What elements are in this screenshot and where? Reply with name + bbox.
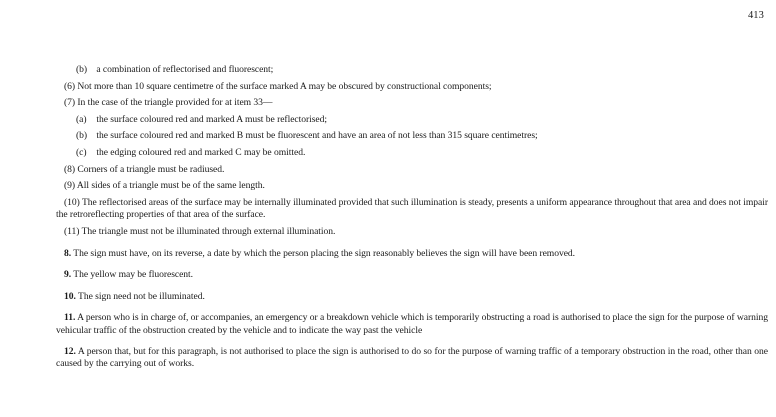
document-body	[56, 64, 768, 375]
section-number: 11.	[64, 312, 76, 324]
section-11-emergency-vehicle	[56, 312, 768, 337]
para-6-obscured-area: (6) Not more than 10 square centimetre of the surface marked A may be obscured by constructional components;	[64, 80, 492, 92]
para-10-illumination: (10) The reflectorised areas of the surface may be internally illuminated provided that such illumination is steady, presents a uniform appearance throughout that area and does not impair the retroreflecting properties of that area of the surface.	[56, 196, 768, 221]
section-10-not-illuminated	[56, 291, 768, 304]
para-9-sides: (9) All sides of a triangle must be of the same length.	[64, 180, 265, 192]
list-item-a-surface-reflectorised	[56, 114, 768, 127]
list-text: the surface coloured red and marked B must be fluorescent and have an area of not less than 315 square centimetres;	[96, 130, 538, 142]
para-7-triangle-intro: (7) In the case of the triangle provided for at item 33—	[64, 97, 273, 109]
section-number: 9.	[64, 269, 72, 281]
list-text: the surface coloured red and marked A must be reflectorised;	[96, 113, 327, 125]
para-11-external-illumination: (11) The triangle must not be illuminated through external illumination.	[64, 225, 336, 237]
list-item-b-reflectorised-fluorescent	[56, 64, 768, 77]
section-text: A person that, but for this paragraph, is not authorised to place the sign is authorised to do so for the purpose of warning traffic of a temporary obstruction in the road, other than one caused by the carrying out of works.	[56, 345, 768, 370]
list-text: a combination of reflectorised and fluorescent;	[96, 64, 274, 75]
para-8-corners: (8) Corners of a triangle must be radiused.	[64, 163, 225, 175]
section-9-yellow	[56, 269, 768, 282]
list-label: (c)	[76, 146, 87, 158]
section-12-temporary-obstruction	[56, 346, 768, 371]
list-label: (a)	[76, 113, 87, 125]
list-item-b-surface-fluorescent	[56, 130, 768, 143]
list-label: (b)	[76, 130, 88, 142]
section-text: The yellow may be fluorescent.	[73, 269, 194, 281]
page-number: 413	[747, 10, 764, 21]
list-item-c-edging-omitted	[56, 147, 768, 160]
section-number: 10.	[64, 290, 76, 302]
section-number: 8.	[64, 247, 72, 259]
section-text: A person who is in charge of, or accompanies, an emergency or a breakdown vehicle which is temporarily obstructing a road is authorised to place the sign for the purpose of warning vehicular traffic of the obstruction created by the vehicle and to indicate the way past the vehicle	[56, 312, 768, 336]
section-text: The sign need not be illuminated.	[78, 290, 205, 302]
section-number: 12.	[64, 345, 76, 357]
section-text: The sign must have, on its reverse, a date by which the person placing the sign reasonably believes the sign will have been removed.	[73, 247, 576, 259]
list-label: (b)	[76, 64, 88, 75]
section-8-date-reverse	[56, 248, 768, 261]
list-text: the edging coloured red and marked C may be omitted.	[96, 146, 306, 158]
